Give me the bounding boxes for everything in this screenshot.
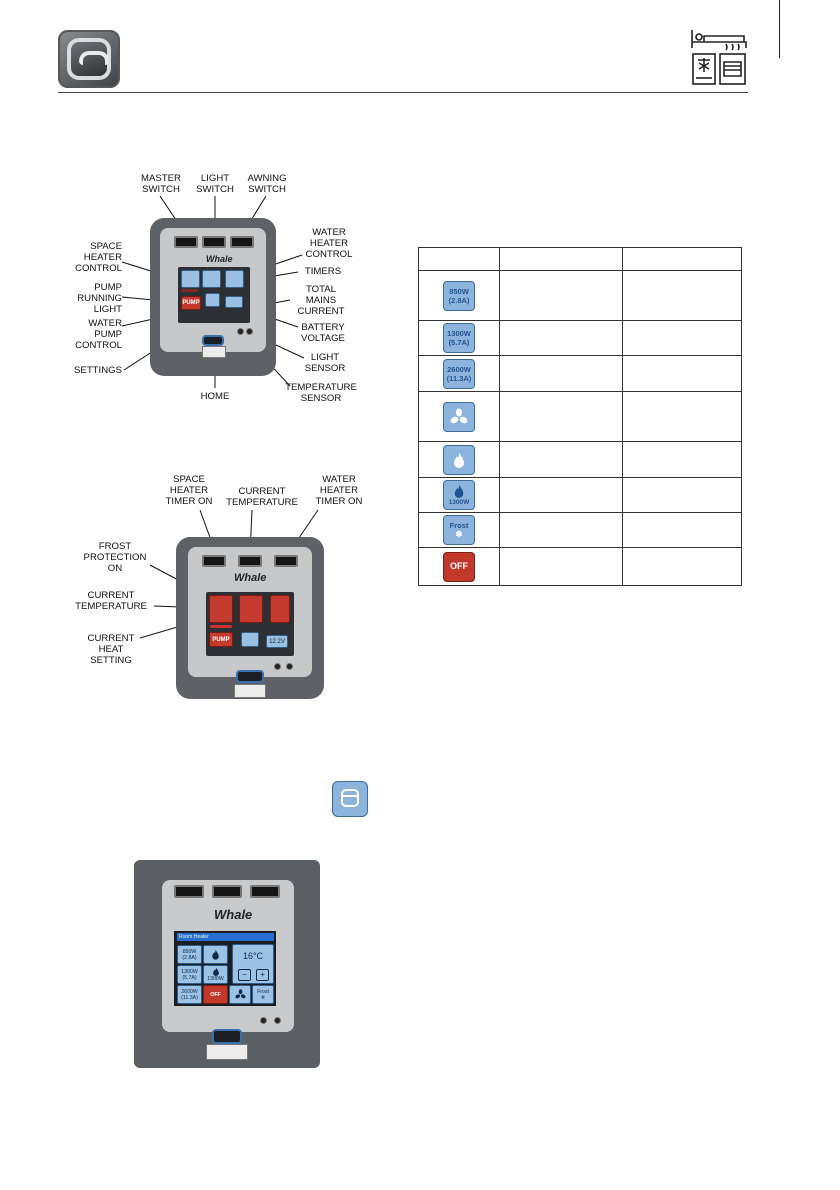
awning-switch[interactable]: [250, 885, 280, 898]
power-850w-button[interactable]: 850W (2.8A): [177, 945, 202, 964]
home-plate: [234, 684, 266, 698]
flame-1300w-label: 1300W: [207, 976, 224, 982]
frost-icon: [443, 515, 475, 545]
awning-switch[interactable]: [230, 236, 254, 248]
label-pump-running-light: PUMP RUNNING LIGHT: [77, 282, 122, 315]
light-sensor: [274, 663, 281, 670]
temperature-sensor: [274, 1017, 281, 1024]
temperature-sensor: [246, 328, 253, 335]
label-master-switch: MASTER SWITCH: [141, 173, 181, 195]
water-heater-tile[interactable]: [202, 270, 221, 288]
light-switch[interactable]: [212, 885, 242, 898]
display-screen: [178, 267, 250, 323]
brand-logo: Whale: [234, 572, 267, 584]
frost-label: Frost: [257, 988, 269, 995]
label-temperature-sensor: TEMPERATURE SENSOR: [285, 382, 357, 404]
timers-tile[interactable]: [225, 270, 244, 288]
table-header-cell: [500, 248, 623, 271]
power-850w-icon: 850W (2.8A): [443, 281, 475, 311]
water-heater-tile-active[interactable]: [239, 595, 263, 623]
power-2600w-button[interactable]: 2600W (11.3A): [177, 985, 202, 1004]
light-switch[interactable]: [202, 236, 226, 248]
temperature-decrease-button[interactable]: −: [238, 969, 251, 981]
label-total-mains-current: TOTAL MAINS CURRENT: [297, 284, 345, 317]
temperature-readout: 16°C: [242, 951, 264, 961]
home-plate: [206, 1044, 248, 1060]
screen-title-bar: Room Heater: [177, 933, 274, 941]
label-water-pump-control: WATER PUMP CONTROL: [75, 318, 122, 351]
temperature-control: [232, 944, 274, 984]
space-heater-tile[interactable]: [181, 270, 200, 288]
flame-1300w-button[interactable]: [203, 965, 228, 984]
light-switch[interactable]: [238, 555, 262, 567]
space-heater-tile-active[interactable]: [209, 595, 233, 623]
chapter-icons: [690, 28, 748, 86]
timers-tile-active[interactable]: [270, 595, 290, 623]
temperature-sensor: [286, 663, 293, 670]
pump-button[interactable]: PUMP: [209, 632, 233, 647]
table-row: [419, 513, 742, 548]
table-header-cell: [623, 248, 742, 271]
label-space-heater-control: SPACE HEATER CONTROL: [75, 241, 122, 274]
flame-1300w-label: 1300W: [448, 498, 470, 506]
label-light-sensor: LIGHT SENSOR: [304, 352, 346, 374]
table-row: [419, 392, 742, 442]
display-screen: [206, 592, 294, 656]
control-panel-diagram-1: [150, 218, 276, 376]
flame-icon: [211, 949, 220, 960]
fan-button[interactable]: [229, 985, 251, 1004]
pump-running-light: [210, 625, 232, 628]
label-current-heat-setting: CURRENT HEAT SETTING: [87, 633, 135, 666]
table-row: [419, 478, 742, 513]
label-current-temperature-top: CURRENT TEMPERATURE: [226, 486, 298, 508]
table-header-row: [419, 248, 742, 271]
power-1300w-button[interactable]: 1300W (5.7A): [177, 965, 202, 984]
table-header-cell: [419, 248, 500, 271]
awning-switch[interactable]: [274, 555, 298, 567]
frost-button[interactable]: [252, 985, 274, 1004]
heater-icons-table: [418, 247, 742, 586]
label-settings: SETTINGS: [74, 365, 122, 376]
power-1300w-icon: 1300W (5.7A): [443, 323, 475, 353]
table-row: [419, 356, 742, 392]
flame-button[interactable]: [203, 945, 228, 964]
table-row: [419, 442, 742, 478]
battery-indicator: [225, 296, 243, 308]
logo-glyph: [67, 38, 111, 80]
label-timers: TIMERS: [304, 266, 342, 277]
header-divider: [58, 92, 748, 93]
label-home: HOME: [200, 391, 230, 402]
home-screen-icon: [332, 781, 368, 817]
light-sensor: [237, 328, 244, 335]
label-water-heater-timer-on: WATER HEATER TIMER ON: [315, 474, 363, 507]
label-space-heater-timer-on: SPACE HEATER TIMER ON: [165, 474, 213, 507]
home-plate: [202, 346, 226, 358]
pump-running-light: [181, 289, 198, 292]
flame-1300w-icon: [443, 480, 475, 510]
settings-button[interactable]: [241, 632, 259, 647]
fan-icon: [443, 402, 475, 432]
master-switch[interactable]: [174, 236, 198, 248]
brand-logo: Whale: [214, 907, 253, 922]
label-frost-protection-on: FROST PROTECTION ON: [83, 541, 147, 574]
home-button[interactable]: [236, 670, 264, 683]
temperature-increase-button[interactable]: +: [256, 969, 269, 981]
snowflake-icon: ❄: [260, 994, 266, 1001]
table-row: [419, 548, 742, 586]
flame-icon: [443, 445, 475, 475]
table-row: [419, 321, 742, 356]
brand-logo: Whale: [206, 254, 233, 264]
table-row: [419, 271, 742, 321]
battery-indicator: 12.2V: [266, 635, 288, 648]
crop-mark: [779, 0, 780, 58]
frost-label: Frost: [449, 521, 469, 530]
pump-button[interactable]: PUMP: [181, 296, 201, 310]
flame-icon: [212, 967, 220, 976]
label-awning-switch: AWNING SWITCH: [247, 173, 287, 195]
snowflake-icon: ❄: [455, 529, 463, 539]
master-switch[interactable]: [202, 555, 226, 567]
label-current-temperature-left: CURRENT TEMPERATURE: [75, 590, 147, 612]
home-button[interactable]: [212, 1029, 242, 1044]
off-button[interactable]: OFF: [203, 985, 228, 1004]
master-switch[interactable]: [174, 885, 204, 898]
label-light-switch: LIGHT SWITCH: [196, 173, 234, 195]
light-sensor: [260, 1017, 267, 1024]
label-battery-voltage: BATTERY VOLTAGE: [301, 322, 345, 344]
fan-icon: [235, 989, 246, 1000]
label-water-heater-control: WATER HEATER CONTROL: [305, 227, 353, 260]
control-panel-diagram-2: [176, 537, 324, 699]
settings-button[interactable]: [205, 293, 220, 307]
off-icon: OFF: [443, 552, 475, 582]
manufacturer-logo: [58, 30, 120, 88]
home-button[interactable]: [202, 335, 224, 346]
power-2600w-icon: 2600W (11.3A): [443, 359, 475, 389]
